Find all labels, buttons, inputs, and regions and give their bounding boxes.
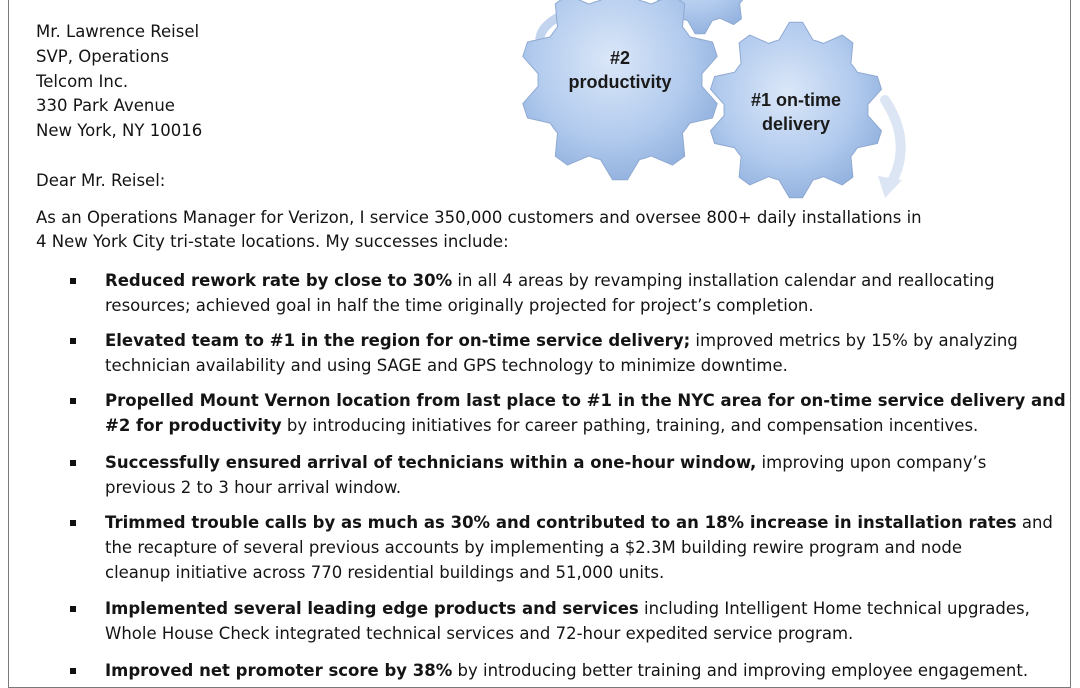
bullet-highlight: #2 for productivity xyxy=(105,416,282,435)
recipient-title: SVP, Operations xyxy=(36,46,169,66)
bullet-body: Whole House Check integrated technical services and 72-hour expedited service program. xyxy=(105,624,854,643)
bullet-body: cleanup initiative across 770 residential buildings and 51,000 units. xyxy=(105,563,665,582)
bullet-body: by introducing initiatives for career pathing, training, and compensation incentives. xyxy=(281,416,979,435)
bullet-body: including Intelligent Home technical upgrades, xyxy=(638,599,1030,618)
bullet-body: improved metrics by 15% by analyzing xyxy=(690,331,1018,350)
bullet-highlight: Successfully ensured arrival of technicians within a one-hour window, xyxy=(105,453,757,472)
salutation: Dear Mr. Reisel: xyxy=(36,171,166,190)
bullet-marker xyxy=(70,398,76,404)
recipient-address xyxy=(36,20,202,144)
bullet-body: technician availability and using SAGE and GPS technology to minimize downtime. xyxy=(105,356,788,375)
curved-arrow-right xyxy=(885,100,901,185)
gears-graphic xyxy=(500,0,940,210)
bullet-marker xyxy=(70,460,76,466)
recipient-company: Telcom Inc. xyxy=(36,71,129,91)
bullet-body: in all 4 areas by revamping installation calendar and reallocating xyxy=(452,271,995,290)
intro-paragraph xyxy=(36,206,996,254)
bullet-marker xyxy=(70,338,76,344)
bullet-body: previous 2 to 3 hour arrival window. xyxy=(105,478,402,497)
intro-line: 4 New York City tri-state locations. My successes include: xyxy=(36,232,509,251)
bullet-body: improving upon company’s xyxy=(756,453,987,472)
intro-line: As an Operations Manager for Verizon, I service 350,000 customers and oversee 800+ daily installations in xyxy=(36,208,922,227)
gear-label-delivery xyxy=(726,88,866,136)
gear-label-productivity xyxy=(548,46,692,94)
bullet-body: resources; achieved goal in half the time originally projected for project’s completion. xyxy=(105,296,814,315)
bullet-body: the recapture of several previous accounts by implementing a $2.3M building rewire program and node xyxy=(105,538,962,557)
gear-label-productivity-text: productivity xyxy=(568,72,672,92)
bullet-marker xyxy=(70,278,76,284)
gear-label-delivery-rank: #1 on-time xyxy=(750,90,842,110)
bullet-marker xyxy=(70,668,76,674)
bullet-body: and xyxy=(1016,513,1053,532)
recipient-street: 330 Park Avenue xyxy=(36,96,175,116)
bullet-highlight: Propelled Mount Vernon location from last place to #1 in the NYC area for on-time service delivery and xyxy=(105,391,1066,410)
gears-illustration xyxy=(500,0,940,210)
bullet-body: by introducing better training and improving employee engagement. xyxy=(452,661,1029,680)
recipient-city: New York, NY 10016 xyxy=(36,121,203,141)
bullet-marker xyxy=(70,606,76,612)
bullet-highlight: Reduced rework rate by close to 30% xyxy=(105,271,453,290)
bullet-highlight: Trimmed trouble calls by as much as 30% and contributed to an 18% increase in installation rates xyxy=(105,513,1017,532)
bullet-marker xyxy=(70,520,76,526)
bullet-highlight: Improved net promoter score by 38% xyxy=(105,661,453,680)
gear-label-productivity-rank: #2 xyxy=(609,48,631,68)
recipient-name: Mr. Lawrence Reisel xyxy=(36,22,200,41)
bullet-highlight: Implemented several leading edge products and services xyxy=(105,599,639,618)
bullet-highlight: Elevated team to #1 in the region for on-time service delivery; xyxy=(105,331,691,350)
gear-label-delivery-text: delivery xyxy=(761,114,831,134)
